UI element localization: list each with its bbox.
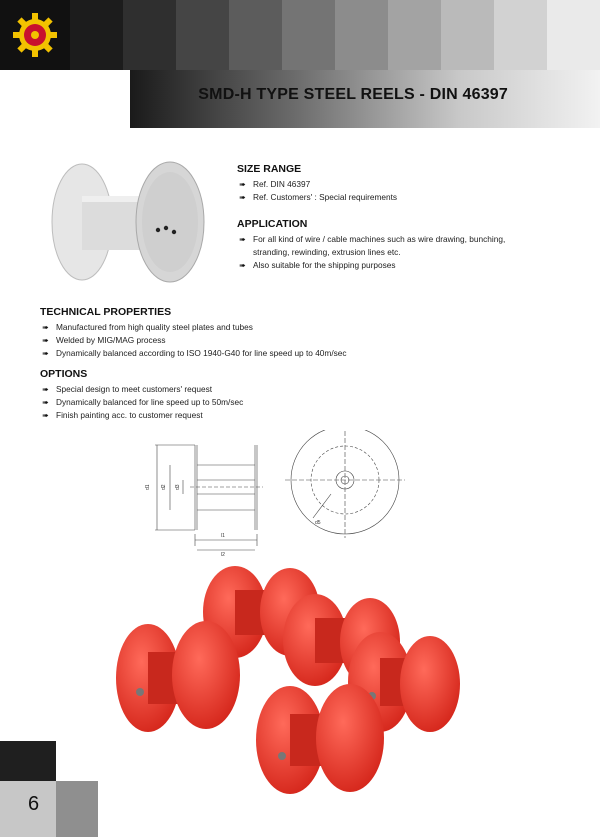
drawing-label-d1: d1 <box>145 484 151 490</box>
header-strip <box>70 0 123 70</box>
header-strip <box>494 0 547 70</box>
options-heading: OPTIONS <box>40 368 88 380</box>
gear-logo-icon <box>12 12 58 58</box>
options-section <box>40 368 580 422</box>
footer-side-block <box>56 781 98 837</box>
list-item-text: Also suitable for the shipping purposes <box>253 260 396 270</box>
list-item-text: For all kind of wire / cable machines such as wire drawing, bunching, <box>253 234 506 244</box>
list-item <box>40 383 580 396</box>
list-item-text: Ref. Customers' : Special requirements <box>253 192 398 202</box>
list-item-text: stranding, rewinding, extrusion lines etc. <box>253 247 401 257</box>
header-strip <box>176 0 229 70</box>
drawing-label-d2: d2 <box>161 484 167 490</box>
header-strip <box>335 0 388 70</box>
technical-section <box>40 306 580 360</box>
drawing-label-l2: l2 <box>221 552 225 558</box>
list-item <box>40 409 580 422</box>
size-range-section <box>237 163 577 204</box>
arrow-icon: ➠ <box>42 323 49 332</box>
arrow-icon: ➠ <box>239 193 246 202</box>
arrow-icon: ➠ <box>42 336 49 345</box>
drawing-label-d5: d5 <box>315 520 321 526</box>
header-strip <box>441 0 494 70</box>
arrow-icon: ➠ <box>42 349 49 358</box>
list-item <box>40 334 580 347</box>
grey-reel-image <box>40 160 215 285</box>
size-range-heading: SIZE RANGE <box>237 163 302 175</box>
page-number-box <box>0 781 56 837</box>
header-strip <box>388 0 441 70</box>
header-strip <box>123 0 176 70</box>
arrow-icon: ➠ <box>42 385 49 394</box>
arrow-icon: ➠ <box>239 180 246 189</box>
page-number: 6 <box>28 793 40 815</box>
application-heading: APPLICATION <box>237 218 308 230</box>
arrow-icon: ➠ <box>42 398 49 407</box>
technical-heading: TECHNICAL PROPERTIES <box>40 306 172 318</box>
list-item-text: Ref. DIN 46397 <box>253 179 311 189</box>
list-item <box>40 347 580 360</box>
drawing-label-d3: d3 <box>175 484 181 490</box>
list-item-text: Dynamically balanced for line speed up to 50m/sec <box>56 397 244 407</box>
header-strip <box>229 0 282 70</box>
header-strip <box>282 0 335 70</box>
logo <box>0 0 70 70</box>
application-section <box>237 218 577 272</box>
header-strip <box>547 0 600 70</box>
red-reels-image <box>110 560 470 800</box>
list-item-continued <box>237 246 577 259</box>
list-item <box>40 321 580 334</box>
arrow-icon: ➠ <box>42 411 49 420</box>
list-item <box>237 259 577 272</box>
drawing-label-l1: l1 <box>221 533 225 539</box>
arrow-icon: ➠ <box>239 235 246 244</box>
footer-block <box>0 741 56 781</box>
list-item-text: Dynamically balanced according to ISO 1940-G40 for line speed up to 40m/sec <box>56 348 347 358</box>
page-title: SMD-H TYPE STEEL REELS - DIN 46397 <box>198 86 508 103</box>
list-item-text: Manufactured from high quality steel plates and tubes <box>56 322 253 332</box>
list-item <box>237 191 577 204</box>
list-item <box>40 396 580 409</box>
technical-drawing <box>135 430 425 560</box>
list-item <box>237 233 577 246</box>
list-item-text: Special design to meet customers' request <box>56 384 213 394</box>
list-item <box>237 178 577 191</box>
list-item-text: Welded by MIG/MAG process <box>56 335 166 345</box>
arrow-icon: ➠ <box>239 261 246 270</box>
list-item-text: Finish painting acc. to customer request <box>56 410 203 420</box>
